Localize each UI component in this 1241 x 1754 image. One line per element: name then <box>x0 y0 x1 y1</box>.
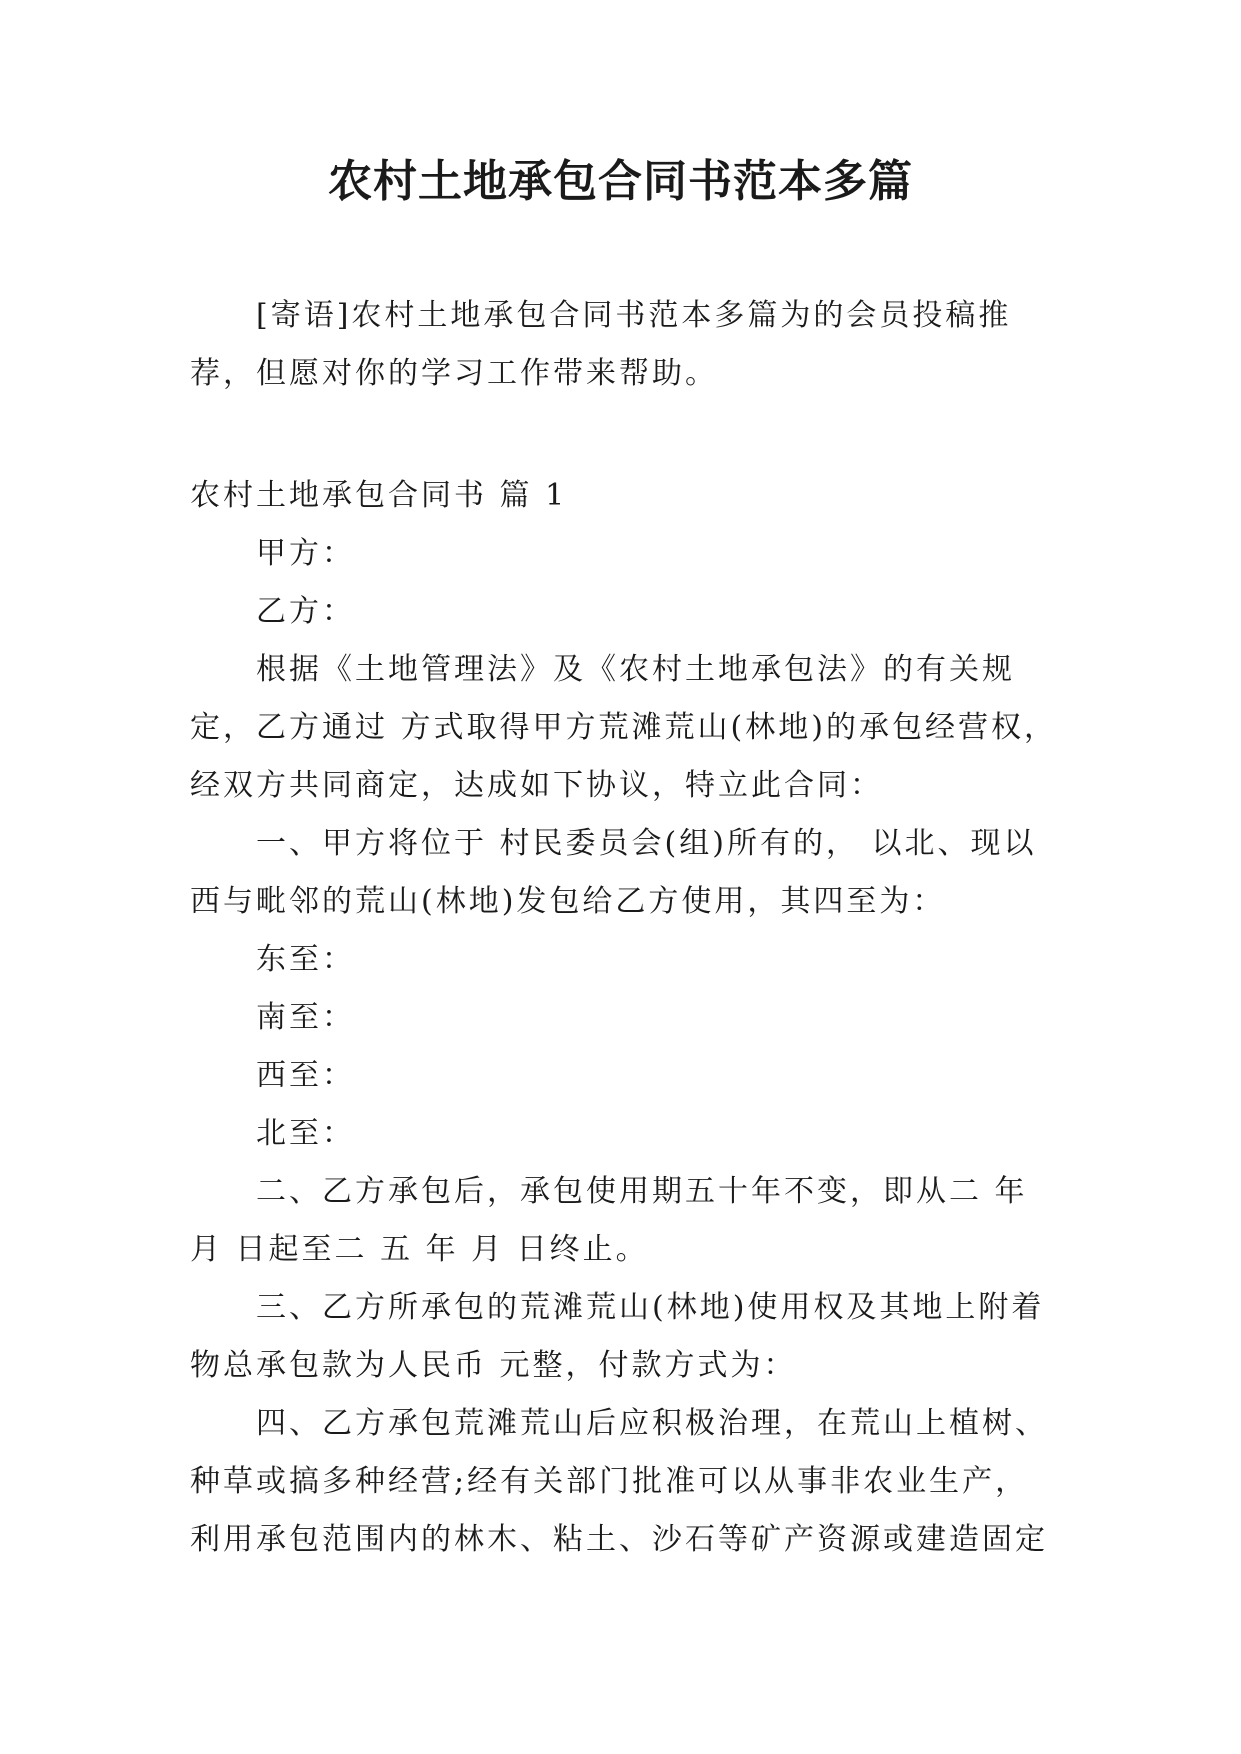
clause-3-paragraph: 三、乙方所承包的荒滩荒山(林地)使用权及其地上附着物总承包款为人民币 元整，付款方式为： <box>190 1290 1045 1383</box>
party-b-line: 乙方： <box>256 594 355 629</box>
clause-2-paragraph: 二、乙方承包后，承包使用期五十年不变，即从二 年月 日起至二 五 年 月 日终止。 <box>190 1174 1028 1267</box>
boundary-north-line: 北至： <box>256 1116 355 1151</box>
boundary-south-line: 南至： <box>256 1000 355 1035</box>
intro-paragraph: [寄语]农村土地承包合同书范本多篇为的会员投稿推荐，但愿对你的学习工作带来帮助。 <box>190 298 1012 391</box>
clause-4-paragraph: 四、乙方承包荒滩荒山后应积极治理，在荒山上植树、种草或搞多种经营;经有关部门批准可以从事非农业生产，利用承包范围内的林木、粘土、沙石等矿产资源或建造固定 <box>190 1406 1048 1557</box>
clause-1-paragraph: 一、甲方将位于 村民委员会(组)所有的， 以北、现以西与毗邻的荒山(林地)发包给乙方使用，其四至为： <box>190 826 1037 919</box>
intro-block <box>190 287 1060 403</box>
legal-basis-paragraph: 根据《土地管理法》及《农村土地承包法》的有关规定，乙方通过 方式取得甲方荒滩荒山(林地)的承包经营权，经双方共同商定，达成如下协议，特立此合同： <box>190 652 1057 803</box>
document-title: 农村土地承包合同书范本多篇 <box>328 156 913 207</box>
boundary-west-line: 西至： <box>256 1058 355 1093</box>
boundary-east-line: 东至： <box>256 942 355 977</box>
party-a-line: 甲方： <box>256 536 355 571</box>
contract-section-1 <box>190 467 1060 1569</box>
section-heading: 农村土地承包合同书 篇 1 <box>190 478 568 513</box>
